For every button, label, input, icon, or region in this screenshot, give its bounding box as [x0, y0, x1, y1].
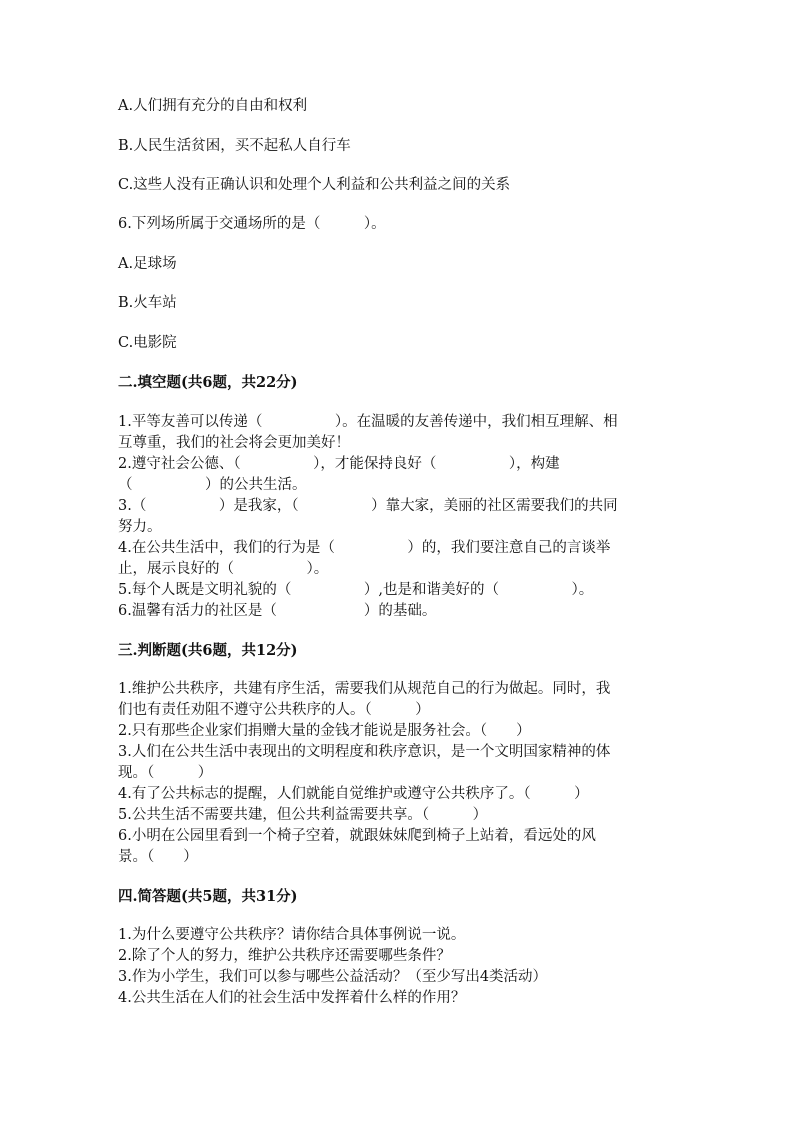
judge-line: 2.只有那些企业家们捐赠大量的金钱才能说是服务社会。（ ）	[118, 723, 531, 739]
option-6a: A.足球场	[118, 256, 177, 272]
judge-line: 6.小明在公园里看到一个椅子空着，就跟妹妹爬到椅子上站着，看远处的风	[118, 828, 596, 844]
question-6-stem: 6.下列场所属于交通场所的是（ ）。	[118, 216, 386, 232]
section-2-title: 二.填空题(共6题，共22分)	[118, 374, 298, 391]
option-5b: B.人民生活贫困，买不起私人自行车	[118, 138, 351, 154]
fill-line: 3.（ ）是我家，（ ）靠大家，美丽的社区需要我们的共同	[118, 498, 618, 514]
fill-line: （ ）的公共生活。	[118, 477, 307, 493]
short-answer-line: 1.为什么要遵守公共秩序？请你结合具体事例说一说。	[118, 927, 466, 943]
judge-line: 4.有了公共标志的提醒，人们就能自觉维护或遵守公共秩序了。（ ）	[118, 786, 589, 802]
section-4-title: 四.简答题(共5题，共31分)	[118, 888, 298, 905]
judge-line: 1.维护公共秩序，共建有序生活，需要我们从规范自己的行为做起。同时，我	[118, 681, 611, 697]
short-answer-line: 3.作为小学生，我们可以参与哪些公益活动？（至少写出4类活动）	[118, 969, 548, 985]
section-3-title: 三.判断题(共6题，共12分)	[118, 642, 298, 659]
judge-line: 们也有责任劝阻不遵守公共秩序的人。（ ）	[118, 702, 430, 718]
fill-line: 6.温馨有活力的社区是（ ）的基础。	[118, 603, 437, 619]
option-5c: C.这些人没有正确认识和处理个人利益和公共利益之间的关系	[118, 177, 511, 193]
judge-line: 5.公共生活不需要共建，但公共利益需要共享。（ ）	[118, 807, 488, 823]
option-6b: B.火车站	[118, 295, 177, 311]
fill-line: 互尊重，我们的社会将会更加美好！	[118, 435, 350, 451]
option-5a: A.人们拥有充分的自由和权利	[118, 98, 308, 114]
fill-line: 止，展示良好的（ ）。	[118, 561, 329, 577]
fill-line: 4.在公共生活中，我们的行为是（ ）的，我们要注意自己的言谈举	[118, 540, 611, 556]
judge-line: 现。（ ）	[118, 765, 213, 781]
short-answer-line: 4.公共生活在人们的社会生活中发挥着什么样的作用？	[118, 990, 466, 1006]
fill-line: 努力。	[118, 519, 162, 535]
judge-line: 景。（ ）	[118, 849, 198, 865]
fill-line: 1.平等友善可以传递（ ）。在温暖的友善传递中，我们相互理解、相	[118, 414, 618, 430]
fill-line: 5.每个人既是文明礼貌的（ ）,也是和谐美好的（ ）。	[118, 582, 594, 598]
option-6c: C.电影院	[118, 335, 177, 351]
fill-line: 2.遵守社会公德、（ ），才能保持良好（ ），构建	[118, 456, 560, 472]
short-answer-line: 2.除了个人的努力，维护公共秩序还需要哪些条件？	[118, 948, 451, 964]
judge-line: 3.人们在公共生活中表现出的文明程度和秩序意识，是一个文明国家精神的体	[118, 744, 611, 760]
